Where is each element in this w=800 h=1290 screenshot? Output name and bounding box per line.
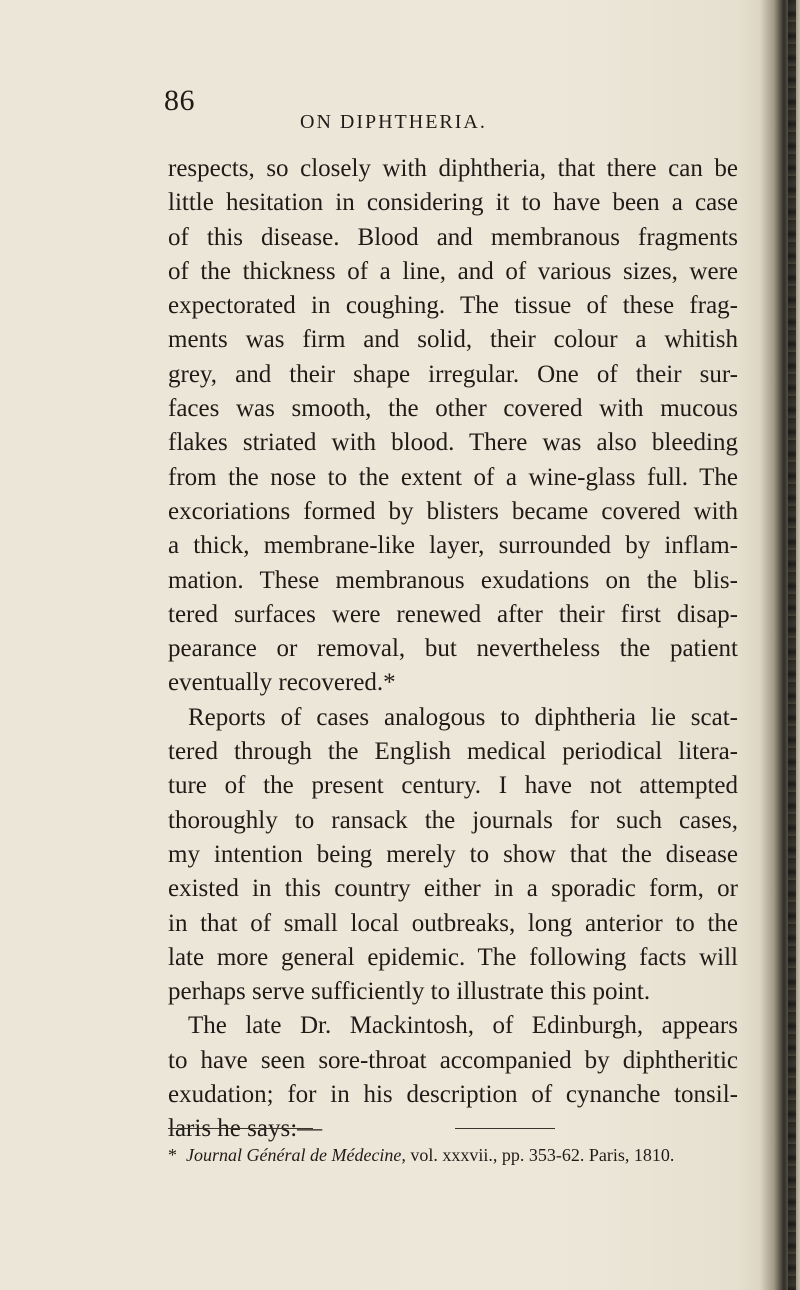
text-line: of the thickness of a line, and of various sizes, were	[168, 257, 738, 285]
text-line: perhaps serve sufficiently to illustrate this point.	[168, 978, 651, 1006]
text-line: excoriations formed by blisters became covered with	[168, 497, 738, 525]
text-line: ture of the present century. I have not attempted	[168, 772, 738, 800]
text-line: flakes striated with blood. There was also bleeding	[168, 429, 738, 457]
text-line: eventually recovered.*	[168, 669, 396, 697]
text-line: thoroughly to ransack the journals for such cases,	[168, 806, 738, 834]
footnote-journal: Journal Général de Médecine,	[186, 1145, 406, 1165]
text-line: of this disease. Blood and membranous fragments	[168, 223, 738, 251]
text-line: faces was smooth, the other covered with mucous	[168, 395, 738, 423]
text-line: tered through the English medical periodical litera-	[168, 738, 738, 766]
footnote-citation: vol. xxxvii., pp. 353-62. Paris, 1810.	[410, 1145, 675, 1165]
text-line: grey, and their shape irregular. One of their sur-	[168, 360, 738, 388]
text-line: respects, so closely with diphtheria, that there can be	[168, 155, 738, 182]
footnote	[168, 1142, 748, 1168]
text-line: little hesitation in considering it to have been a case	[168, 189, 738, 217]
running-head: ON DIPHTHERIA.	[300, 111, 487, 133]
text-line: mation. These membranous exudations on the blis-	[168, 566, 738, 594]
page-edge-strip	[788, 0, 796, 1290]
footnote-rule-left	[168, 1128, 313, 1129]
footnote-marker: *	[168, 1145, 177, 1165]
footnote-rule-right	[455, 1128, 555, 1129]
body-text	[168, 152, 738, 1147]
text-line: The late Dr. Mackintosh, of Edinburgh, appears	[188, 1012, 738, 1040]
text-line: late more general epidemic. The following facts will	[168, 943, 738, 971]
text-line: a thick, membrane-like layer, surrounded by inflam-	[168, 532, 738, 560]
page-number: 86	[164, 84, 195, 117]
text-line: from the nose to the extent of a wine-glass full. The	[168, 463, 738, 491]
text-line: Reports of cases analogous to diphtheria lie scat-	[188, 703, 738, 731]
text-line: expectorated in coughing. The tissue of these frag-	[168, 292, 738, 320]
text-line: existed in this country either in a sporadic form, or	[168, 875, 738, 903]
text-line: exudation; for in his description of cynanche tonsil-	[168, 1081, 738, 1109]
text-line: ments was firm and solid, their colour a whitish	[168, 326, 738, 354]
text-line: tered surfaces were renewed after their first disap-	[168, 600, 738, 628]
text-line: pearance or removal, but nevertheless the patient	[168, 635, 738, 663]
text-line: in that of small local outbreaks, long anterior to the	[168, 909, 738, 937]
text-line: to have seen sore-throat accompanied by diphtheritic	[168, 1046, 738, 1074]
text-line: my intention being merely to show that the disease	[168, 840, 738, 868]
text-line: laris he says:—	[168, 1115, 323, 1143]
